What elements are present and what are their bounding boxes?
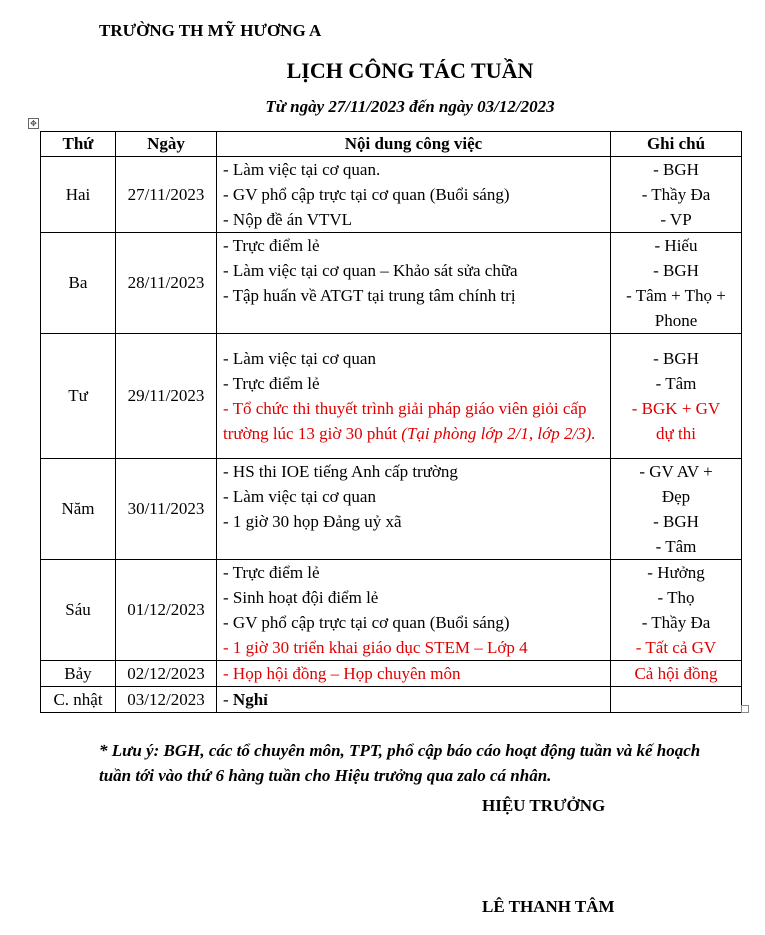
table-row	[41, 661, 742, 687]
note-line: - Thầy Đa	[641, 185, 711, 204]
row-day: Năm	[41, 459, 116, 560]
row-day: Hai	[41, 157, 116, 233]
table-row	[41, 233, 742, 334]
header-content: Nội dung công việc	[217, 132, 611, 157]
task-line-highlight: - Họp hội đồng – Họp chuyên môn	[223, 664, 461, 683]
table-row	[41, 687, 742, 713]
date-range: Từ ngày 27/11/2023 đến ngày 03/12/2023	[265, 97, 555, 116]
row-day: Sáu	[41, 560, 116, 661]
note-line: - Thọ	[657, 588, 695, 607]
row-notes	[611, 687, 742, 713]
table-row	[41, 157, 742, 233]
row-notes	[611, 157, 742, 233]
row-day: Ba	[41, 233, 116, 334]
task-line-highlight: - 1 giờ 30 triển khai giáo dục STEM – Lớp 4	[223, 638, 528, 657]
note-line-highlight: - BGK + GV dự thi	[631, 399, 721, 443]
note-line: - Hưởng	[647, 563, 705, 582]
row-date: 03/12/2023	[116, 687, 217, 713]
task-line: - Tập huấn về ATGT tại trung tâm chính trị	[223, 286, 516, 305]
row-tasks	[217, 233, 611, 334]
schedule-table	[40, 131, 742, 713]
note-line: - Hiếu	[654, 236, 698, 255]
row-date: 29/11/2023	[116, 334, 217, 459]
note-line: - Tâm	[655, 374, 697, 393]
task-location: (Tại phòng lớp 2/1, lớp 2/3).	[401, 424, 596, 443]
note-line: - BGH	[653, 160, 699, 179]
table-row	[41, 459, 742, 560]
row-date: 28/11/2023	[116, 233, 217, 334]
note-line: - Tâm	[655, 537, 697, 556]
task-text: - Tổ chức thi thuyết trình giải pháp giáo viên giỏi cấp trường lúc 13 giờ 30 phút	[223, 399, 587, 443]
row-tasks	[217, 459, 611, 560]
signature-title: HIỆU TRƯỞNG	[482, 796, 606, 815]
note-line: - BGH	[653, 349, 699, 368]
row-notes	[611, 560, 742, 661]
table-row	[41, 334, 742, 459]
signature-name: LÊ THANH TÂM	[482, 897, 615, 916]
row-notes	[611, 334, 742, 459]
note-line: - BGH	[653, 512, 699, 531]
row-tasks	[217, 560, 611, 661]
header-notes: Ghi chú	[611, 132, 742, 157]
note-line: - Thầy Đa	[641, 613, 711, 632]
task-line: - Làm việc tại cơ quan	[223, 349, 376, 368]
row-tasks	[217, 157, 611, 233]
table-resize-handle[interactable]	[741, 705, 749, 713]
task-text-bold: Nghỉ	[232, 690, 268, 709]
task-line: - GV phổ cập trực tại cơ quan (Buổi sáng)	[223, 185, 510, 204]
row-date: 27/11/2023	[116, 157, 217, 233]
task-line: - Trực điểm lẻ	[223, 236, 320, 255]
task-line: - Làm việc tại cơ quan.	[223, 160, 381, 179]
task-line-highlight	[223, 396, 610, 446]
note-line: - BGH	[653, 261, 699, 280]
task-line: - Làm việc tại cơ quan – Khảo sát sửa chữa	[223, 261, 518, 280]
footer-note: * Lưu ý: BGH, các tổ chuyên môn, TPT, phổ cập báo cáo hoạt động tuần và kế hoạch tuần tới vào thứ 6 hàng tuần cho Hiệu trưởng qua zalo cá nhân.	[99, 741, 701, 785]
note-line-highlight: Cả hội đồng	[634, 664, 718, 683]
row-date: 01/12/2023	[116, 560, 217, 661]
row-day: Bảy	[41, 661, 116, 687]
task-prefix: -	[223, 690, 233, 709]
row-notes	[611, 661, 742, 687]
row-day: Tư	[41, 334, 116, 459]
task-line: - Trực điểm lẻ	[223, 563, 320, 582]
task-line: - 1 giờ 30 họp Đảng uỷ xã	[223, 512, 402, 531]
note-line: - GV AV + Đẹp	[639, 462, 713, 506]
row-tasks	[217, 687, 611, 713]
row-day: C. nhật	[41, 687, 116, 713]
task-line: - Nộp đề án VTVL	[223, 210, 353, 229]
header-date: Ngày	[116, 132, 217, 157]
document-title: LỊCH CÔNG TÁC TUẦN	[286, 58, 534, 83]
move-icon[interactable]: ✥	[28, 118, 39, 129]
note-line: - Tâm + Thọ + Phone	[626, 286, 726, 330]
school-name: TRƯỜNG TH MỸ HƯƠNG A	[99, 21, 322, 40]
task-line: - Sinh hoạt đội điểm lẻ	[223, 588, 379, 607]
header-day: Thứ	[41, 132, 116, 157]
task-line: - Trực điểm lẻ	[223, 374, 320, 393]
row-notes	[611, 459, 742, 560]
task-line	[223, 687, 610, 712]
note-line: - VP	[660, 210, 692, 229]
task-line: - GV phổ cập trực tại cơ quan (Buổi sáng)	[223, 613, 510, 632]
task-line: - Làm việc tại cơ quan	[223, 487, 376, 506]
table-header-row	[41, 132, 742, 157]
task-line: - HS thi IOE tiếng Anh cấp trường	[223, 462, 458, 481]
row-tasks	[217, 334, 611, 459]
note-line-highlight: - Tất cả GV	[635, 638, 717, 657]
table-row	[41, 560, 742, 661]
row-date: 30/11/2023	[116, 459, 217, 560]
row-notes	[611, 233, 742, 334]
row-date: 02/12/2023	[116, 661, 217, 687]
row-tasks	[217, 661, 611, 687]
